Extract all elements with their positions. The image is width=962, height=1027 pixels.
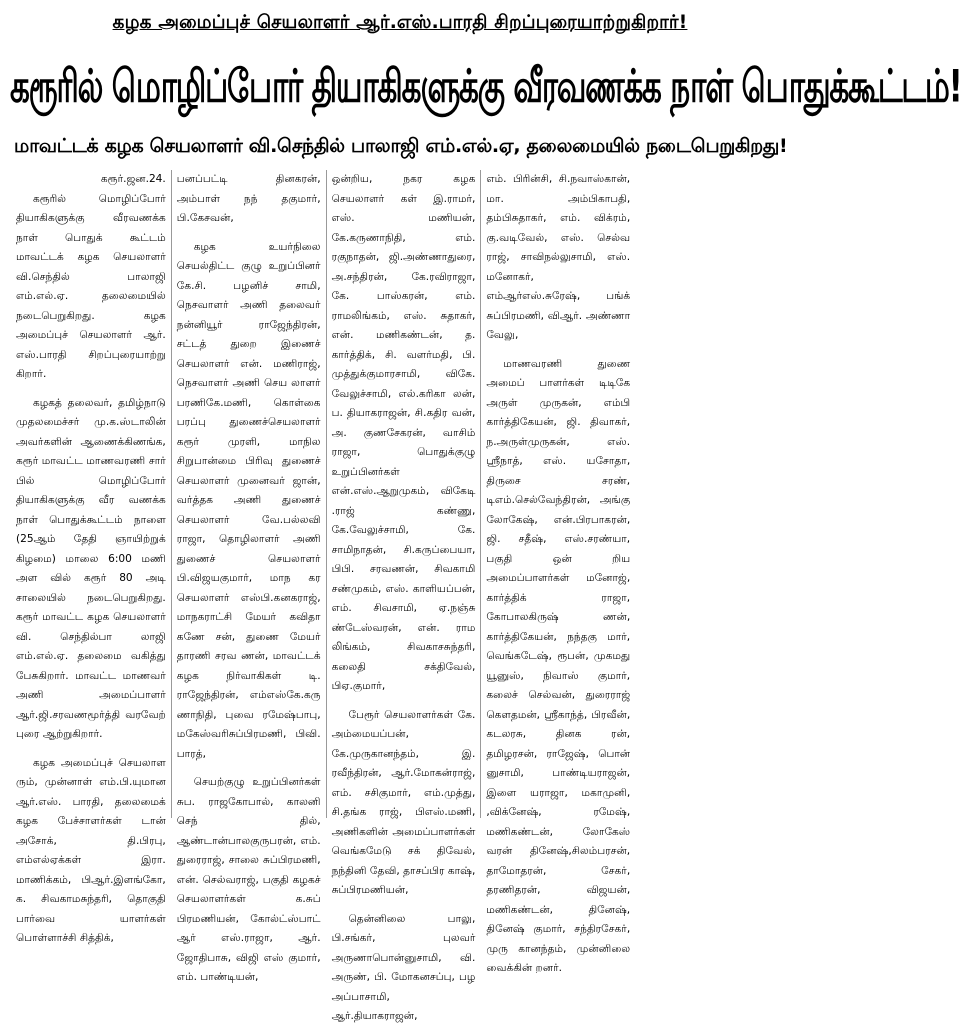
paragraph: கழக உயர்நிலை செயல்திட்ட குழு உறுப்பினர் கே.சி. பழனிச் சாமி, நெசவாளர் அணி தலைவர் நன்னியூர் ராஜேந்திரன், சட்டத் துறை இணைச் செயலாளர் என். மணிராஜ், நெசவாளர் அணி செய லாளர் பரணிகே.மணி, கொள்கை பரப்பு துணைச்செயலாளர் கரூர் முரளி, மாநில சிறுபான்மை பிரிவு துணைச் செயலாளர் முனைவர் ஜான், வர்த்தக அணி துணைச் செயலாளர் வே.பல்லவி ராஜா, தொழிலாளர் அணி துணைச் செயலாளர் பி.விஜயகுமார், மாந கர செயலாளர் எஸ்பி.கனகராஜ், மாநகராட்சி மேயர் கவிதா கணே சன், துணை மேயர் தாரணி சரவ ணன், மாவட்டக் கழக நிர்வாகிகள் டி. ராஜேந்திரன், எம்எஸ்கே.கரு ணாநிதி, புவை ரமேஷ்பாபு, மகேஸ்வரிசுப்பிரமணி, பிவி. பாரத்,: [176, 240, 321, 760]
article-column-4: [480, 170, 635, 974]
paragraph: கழக அமைப்புச் செயலாள ரும், முன்னாள் எம்.பி.யுமான ஆர்.எஸ். பாரதி, தலைமைக் கழக பேச்சாளர்கள் டான் அசோக், தி.பிரபு, எம்எல்ஏக்கள் இரா. மாணிக்கம், பிஆர்.இளங்கோ, க. சிவகாமசுந்தரி, தொகுதி பார்வை யாளர்கள் பொள்ளாச்சி சித்திக்,: [16, 756, 166, 944]
sub-headline: மாவட்டக் கழக செயலாளர் வி.செந்தில் பாலாஜி எம்.எல்.ஏ, தலைமையில் நடைபெறுகிறது!: [14, 135, 788, 157]
article-column-1: [16, 170, 171, 944]
paragraph: செயற்குழு உறுப்பினர்கள் சுப. ராஜகோபால், காலனி செந் தில், ஆண்டான்பாலகுருபரன், எம். துரைராஜ், சாலை சுப்பிரமணி, என். செல்வராஜ், பகுதி கழகச் செயலாளர்கள் க.சுப் பிரமணியன், கோல்ட்ஸ்பாட் ஆர் எஸ்.ராஜா, ஆர். ஜோதிபாசு, விஜி எஸ் குமார், எம். பாண்டியன்,: [176, 776, 321, 983]
paragraph: ஒன்றிய, நகர கழக செயலாளர் கள் இ.ராமர், எஸ். மணியன், கே.கருணாநிதி, எம். ரகுநாதன், ஜி.அண்ணாதுரை, அ.சந்திரன், கே.ரவிராஜா, கே. பாஸ்கரன், எம். ராமலிங்கம், எஸ். சுதாகர், என். மணிகண்டன், த. கார்த்திக், சி. வளர்மதி, பி. முத்துக்குமாரசாமி, விகே. வேலுச்சாமி, எல்.கரிகா லன், ப. தியாகராஜன், சி.கதிர வன், அ. குணசேகரன், வாசிம் ராஜா, பொதுக்குழு உறுப்பினர்கள் என்.எஸ்.ஆறுமுகம், விகேடி .ராஜ் கண்ணு, கே.வேலுச்சாமி, கே. சாமிநாதன், சி.கருப்பையா, பிபி. சரவணன், சிவகாமி சண்முகம், எஸ். காளியப்பன், எம். சிவசாமி, ஏ.நஞ்சு ண்டேஸ்வரன், என். ராம லிங்கம், சிவகாசசுந்தரி, கலைதி சக்திவேல், பிஏ.குமார்,: [331, 173, 476, 692]
paragraph: எம். பிரின்சி, சி.நவாஸ்கான், மா. அம்பிகாபதி, தம்பிசுதாகர், எம். விக்ரம், கு.வடிவேல், எஸ். செல்வ ராஜ், சாவிநல்லுசாமி, எஸ். மனோகர், எம்ஆர்எஸ்.சுரேஷ், பங்க் சுப்பிரமணி, விஆர். அண்ணா வேலு,: [486, 173, 631, 341]
dateline: கரூர்.ஜன.24.: [100, 173, 166, 185]
paragraph: கரூரில் மொழிப்போர் தியாகிகளுக்கு வீரவணக்க நாள் பொதுக் கூட்டம் மாவட்டக் கழக செயலாளர் வி.செந்தில் பாலாஜி எம்.எல்.ஏ. தலைமையில் நடைபெறுகிறது. கழக அமைப்புச் செயலாளர் ஆர். எஸ்.பாரதி சிறப்புரையாற்று கிறார்.: [16, 192, 166, 380]
paragraph: பேரூர் செயலாளர்கள் கே. அம்மையப்பன், கே.முருகானந்தம், இ. ரவீந்திரன், ஆர்.மோகன்ராஜ், எம். சசிகுமார், எம்.முத்து, சி.தங்க ராஜ், பிஎஸ்.மணி, அணிகளின் அமைப்பாளர்கள் வெங்கமேடு சக் திவேல், நந்தினி தேவி, தாசப்பிர காஷ், சுப்பிரமணியன்,: [331, 708, 476, 896]
paragraph: மாணவரணி துணை அமைப் பாளர்கள் டிடிகே அருள் முருகன், எம்பி கார்த்திகேயன், ஜி. திவாகர், ந.அருள்முருகன், எஸ். ஸ்ரீநாத், எஸ். யசோதா, திருசை சரண், டிஎம்.செல்வேந்திரன், அங்கு லோகேஷ், என்.பிரபாகரன், ஜி. சதீஷ், எஸ்.சரண்யா, பகுதி ஒன் றிய அமைப்பாளர்கள் மனோஜ், கார்த்திக் ராஜா, கோபாலகிருஷ் ணன், கார்த்திகேயன், நந்தகு மார், வெங்கடேஷ், ரூபன், முகமது யூனுஸ், நிவாஸ் குமார், கலைச் செல்வன், துரைராஜ் கௌதமன், ஸ்ரீகாந்த், பிரவீன், கடலரசு, தினக ரன், தமிழரசன், ராஜேஷ், பொன் னுசாமி, பாண்டியராஜன், இளை யராஜா, மகாமுனி, ,விக்னேஷ், ரமேஷ், மணிகண்டன், லோகேஸ் வரன் தினேஷ்,சிலம்பரசன், தாமோதரன், சேகர், தரணிதரன், விஜயன், மணிகண்டன், தினேஷ், தினேஷ் குமார், சந்திரசேகர், முரு கானந்தம், முன்னிலை வைக்கின் றனர்.: [486, 357, 631, 974]
article-body: [16, 170, 790, 1022]
paragraph: பனப்பட்டி தினகரன், அம்பாள் நந் தகுமார், பி.கேசவன்,: [176, 173, 321, 224]
article-column-2: [171, 170, 326, 983]
paragraph: கழகத் தலைவர், தமிழ்நாடு முதலமைச்சர் மு.க.ஸ்டாலின் அவர்களின் ஆணைக்கிணங்க, கரூர் மாவட்ட மாணவரணி சார் பில் மொழிப்போர் தியாகிகளுக்கு வீர வணக்க நாள் பொதுக்கூட்டம் நாளை (25ஆம் தேதி ஞாயிற்றுக் கிழமை) மாலை 6:00 மணி அள வில் கரூர் 80 அடி சாலையில் நடைபெறுகிறது. கரூர் மாவட்ட கழக செயலாளர் வி. செந்தில்பா லாஜி எம்.எல்.ஏ. தலைமை வகித்து பேசுகிறார். மாவட்ட மாணவர் அணி அமைப்பாளர் ஆர்.ஜி.சரவணமூர்த்தி வரவேற் புரை ஆற்றுகிறார்.: [16, 396, 166, 740]
article-column-3: [326, 170, 481, 1022]
paragraph: தென்னிலை பாலு, பி.சங்கர், புலவர் அருணாபொன்னுசாமி, வி. அருண், பி. மோகனசப்பு, பழ அப்பாசாமி, ஆர்.தியாகராஜன்,: [331, 912, 476, 1022]
kicker-headline: கழக அமைப்புச் செயலாளர் ஆர்.எஸ்.பாரதி சிறப்புரையாற்றுகிறார்!: [112, 12, 688, 33]
main-headline: கரூரில் மொழிப்போர் தியாகிகளுக்கு வீரவணக்க நாள் பொதுக்கூட்டம்!: [10, 60, 962, 114]
